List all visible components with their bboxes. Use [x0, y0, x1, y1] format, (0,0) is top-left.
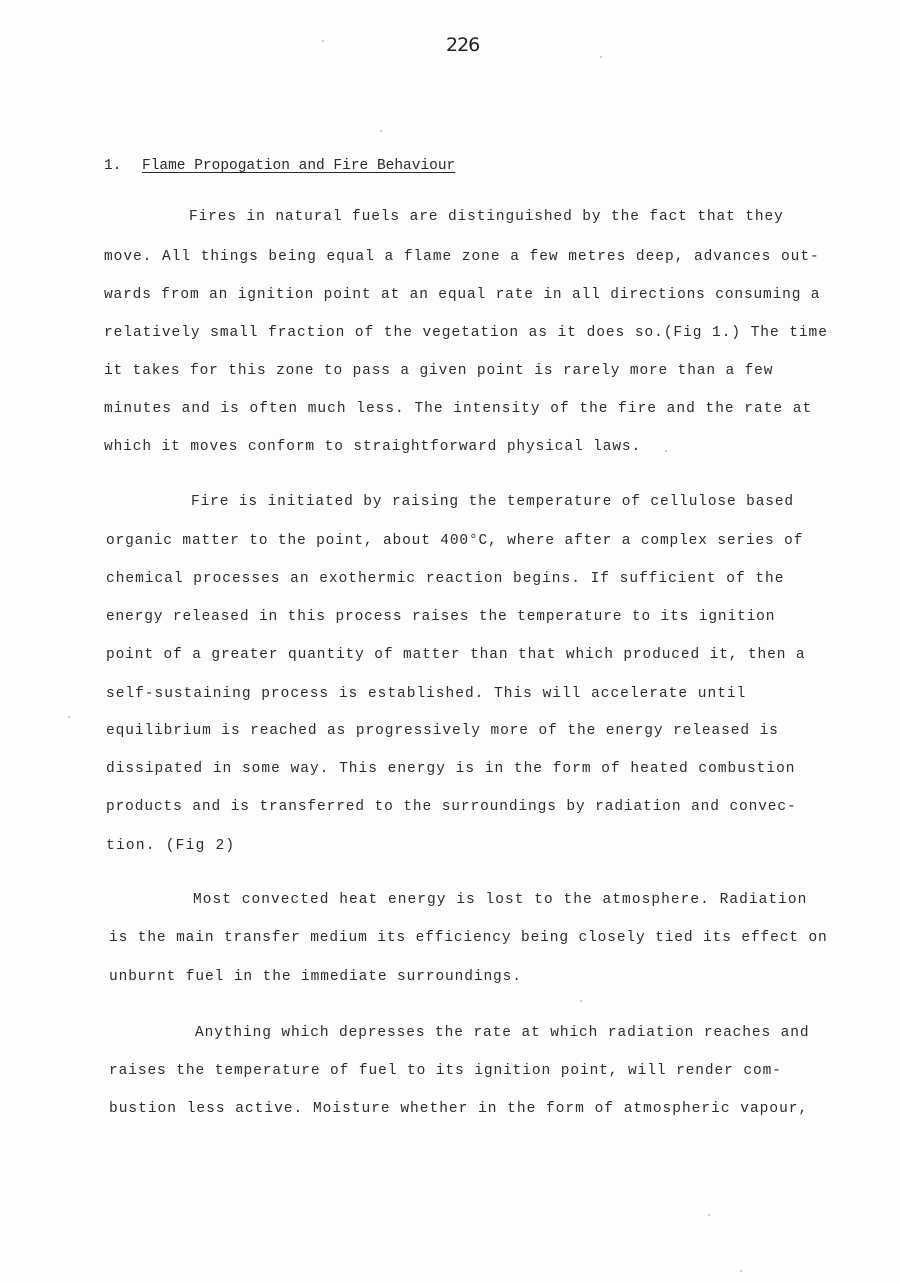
text-line: Most convected heat energy is lost to the atmosphere. Radiation — [193, 892, 808, 908]
text-line: wards from an ignition point at an equal rate in all directions consuming a — [104, 287, 821, 303]
text-line: is the main transfer medium its efficiency being closely tied its effect on — [109, 930, 828, 946]
scan-speck — [68, 716, 70, 718]
scan-speck — [380, 130, 382, 132]
scan-speck — [665, 450, 667, 452]
text-line: move. All things being equal a flame zone a few metres deep, advances out- — [104, 249, 820, 265]
text-line: bustion less active. Moisture whether in the form of atmospheric vapour, — [109, 1101, 809, 1117]
scan-speck — [740, 1270, 742, 1272]
text-line: organic matter to the point, about 400°C, where after a complex series of — [106, 533, 804, 549]
text-line: Fire is initiated by raising the temperature of cellulose based — [191, 494, 794, 510]
scan-speck — [580, 1000, 582, 1002]
text-line: Fires in natural fuels are distinguished by the fact that they — [189, 209, 784, 225]
scan-speck — [322, 40, 324, 42]
text-line: point of a greater quantity of matter than that which produced it, then a — [106, 647, 806, 663]
section-number: 1. — [104, 158, 122, 174]
section-heading — [104, 158, 455, 174]
text-line: relatively small fraction of the vegetation as it does so.(Fig 1.) The time — [104, 325, 828, 341]
text-line: it takes for this zone to pass a given point is rarely more than a few — [104, 363, 774, 379]
text-line: energy released in this process raises the temperature to its ignition — [106, 609, 776, 625]
text-line: dissipated in some way. This energy is in the form of heated combustion — [106, 761, 796, 777]
scan-speck — [600, 56, 602, 58]
scan-speck — [708, 1214, 710, 1216]
text-line: raises the temperature of fuel to its ignition point, will render com- — [109, 1063, 782, 1079]
section-title: Flame Propogation and Fire Behaviour — [142, 158, 456, 174]
text-line: which it moves conform to straightforward physical laws. — [104, 439, 642, 455]
text-line: products and is transferred to the surroundings by radiation and convec- — [106, 799, 797, 815]
page-number: 226 — [446, 34, 480, 56]
text-line: chemical processes an exothermic reaction begins. If sufficient of the — [106, 571, 785, 587]
text-line: tion. (Fig 2) — [106, 838, 236, 854]
text-line: Anything which depresses the rate at which radiation reaches and — [195, 1025, 810, 1041]
text-line: minutes and is often much less. The intensity of the fire and the rate at — [104, 401, 813, 417]
text-line: self-sustaining process is established. This will accelerate until — [106, 686, 747, 702]
text-line: equilibrium is reached as progressively more of the energy released is — [106, 723, 779, 739]
text-line: unburnt fuel in the immediate surroundings. — [109, 969, 522, 985]
